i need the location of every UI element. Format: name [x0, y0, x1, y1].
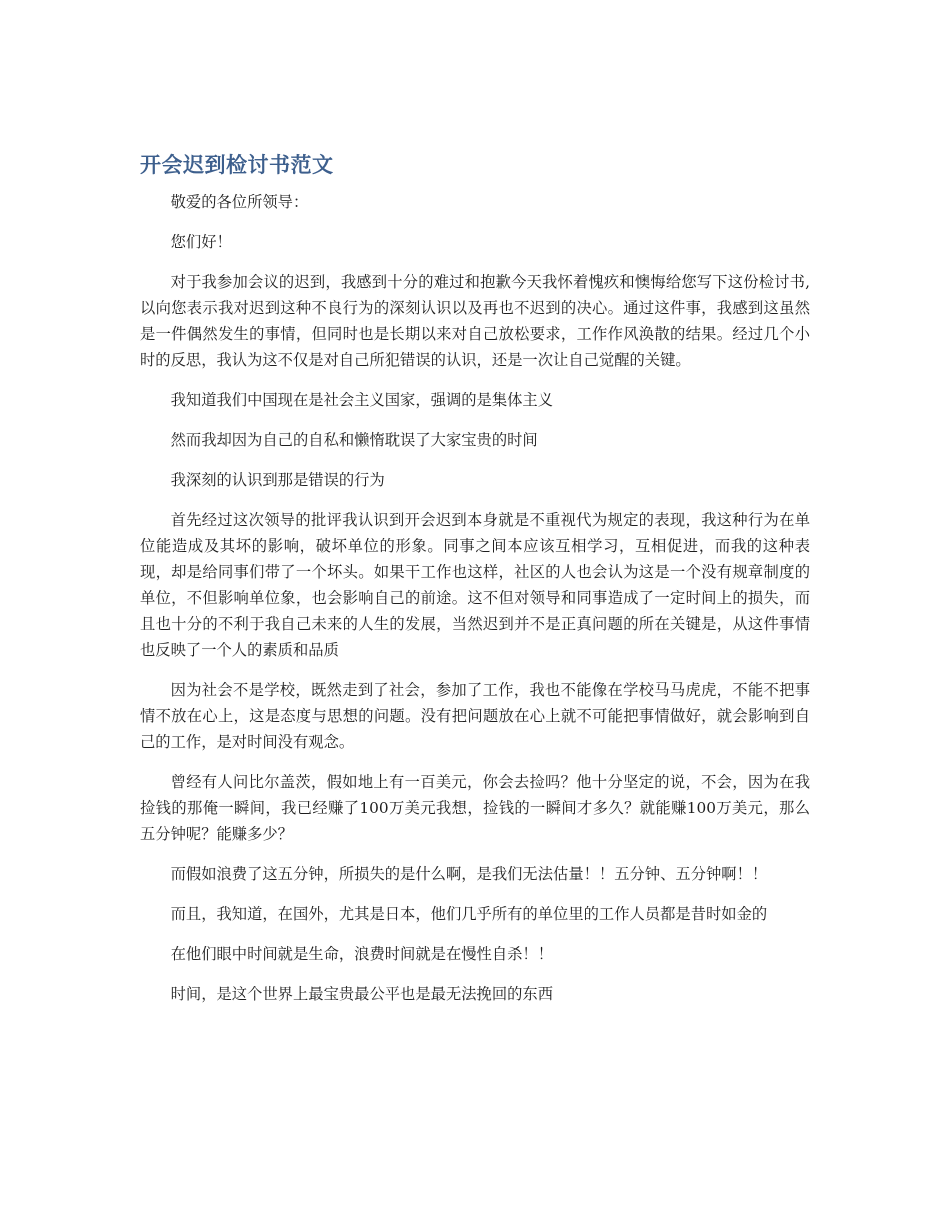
- paragraph: 我深刻的认识到那是错误的行为: [170, 471, 385, 489]
- document-body: [140, 150, 810, 1021]
- paragraph: 首先经过这次领导的批评我认识到开会迟到本身就是不重视代为规定的表现，我这种行为在单位能造成及其坏的影响，破坏单位的形象。同事之间本应该互相学习，互相促进，而我的这种表现，却是给同事们带了一个坏头。如果干工作也这样，社区的人也会认为这是一个没有规章制度的单位，不但影响单位象，也会影响自己的前途。这不但对领导和同事造成了一定时间上的损失，而且也十分的不利于我自己未来的人生的发展，当然迟到并不是正真问题的所在关键是，从这件事情也反映了一个人的素质和品质: [140, 511, 810, 659]
- paragraph: 然而我却因为自己的自私和懒惰耽误了大家宝贵的时间: [170, 431, 538, 449]
- paragraph: 因为社会不是学校，既然走到了社会，参加了工作，我也不能像在学校马马虎虎，不能不把事情不放在心上，这是态度与思想的问题。没有把问题放在心上就不可能把事情做好，就会影响到自己的工作，是对时间没有观念。: [140, 681, 810, 751]
- salutation: 敬爱的各位所领导：: [170, 193, 309, 211]
- paragraph: 而假如浪费了这五分钟，所损失的是什么啊，是我们无法估量！！五分钟、五分钟啊！！: [170, 865, 768, 883]
- paragraph: 对于我参加会议的迟到，我感到十分的难过和抱歉今天我怀着愧疚和懊悔给您写下这份检讨书,以向您表示我对迟到这种不良行为的深刻认识以及再也不迟到的决心。通过这件事，我感到这虽然是一件偶然发生的事情，但同时也是长期以来对自己放松要求，工作作风涣散的结果。经过几个小时的反思，我认为这不仅是对自己所犯错误的认识，还是一次让自己觉醒的关键。: [140, 273, 810, 369]
- greeting: 您们好！: [170, 233, 232, 251]
- paragraph: 时间，是这个世界上最宝贵最公平也是最无法挽回的东西: [170, 985, 554, 1003]
- paragraph: 而且，我知道，在国外，尤其是日本，他们几乎所有的单位里的工作人员都是昔时如金的: [170, 905, 768, 923]
- paragraph: 我知道我们中国现在是社会主义国家，强调的是集体主义: [170, 391, 554, 409]
- document-title: 开会迟到检讨书范文: [140, 153, 334, 177]
- paragraph: 曾经有人问比尔盖茨，假如地上有一百美元，你会去捡吗？他十分坚定的说，不会，因为在我捡钱的那俺一瞬间，我已经赚了100万美元我想，捡钱的一瞬间才多久？就能赚100万美元，那么五分钟呢？能赚多少？: [140, 773, 810, 843]
- paragraph: 在他们眼中时间就是生命，浪费时间就是在慢性自杀！！: [170, 945, 554, 963]
